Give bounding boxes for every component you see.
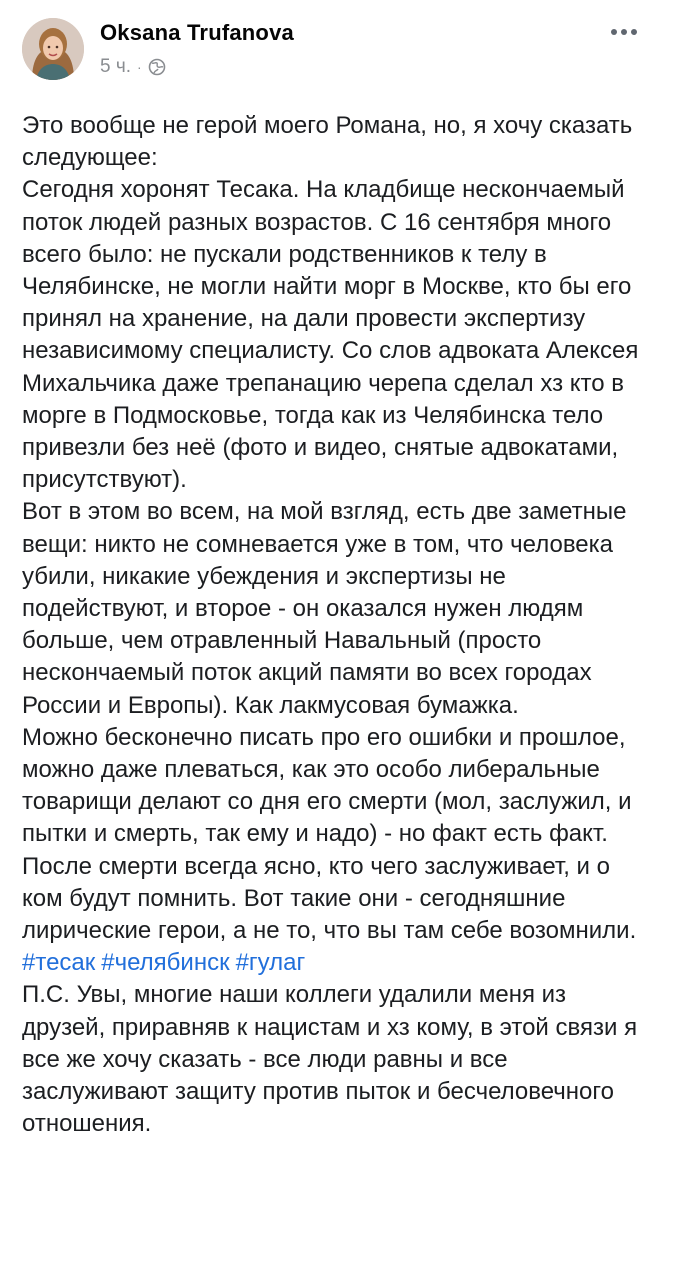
- post-meta: [100, 56, 166, 78]
- author-name[interactable]: Oksana Trufanova: [100, 20, 294, 45]
- post-paragraph: Сегодня хоронят Тесака. На кладбище нескончаемый поток людей разных возрастов. С 16 сентября много всего было: не пускали родственников к телу в Челябинске, не могли найти морг в Москве, кто бы его принял на хранение, на дали провести экспертизу независимому специалисту. Со слов адвоката Алексея Михальчика даже трепанацию черепа сделал хз кто в морге в Подмосковье, тогда как из Челябинска тело привезли без неё (фото и видео, снятые адвокатами, присутствуют).: [22, 176, 639, 494]
- post-ps: П.С. Увы, многие наши коллеги удалили меня из друзей, приравняв к нацистам и хз кому, в этой связи я все же хочу сказать - все люди равны и все заслуживают защиту против пыток и бесчеловечного отношения.: [22, 981, 638, 1138]
- more-options-button[interactable]: [604, 18, 644, 46]
- post-paragraph: Можно бесконечно писать про его ошибки и прошлое, можно даже плеваться, как это особо либеральные товарищи делают со дня его смерти (мол, заслужил, и пытки и смерть, так ему и надо) - но факт есть факт. После смерти всегда ясно, кто чего заслуживает, и о ком будут помнить. Вот такие они - сегодняшние лирические герои, а не то, что вы там себе возомнили.: [22, 723, 637, 945]
- avatar-photo: [22, 18, 84, 80]
- more-dot-icon: [631, 29, 637, 35]
- hashtag-link[interactable]: #тесак: [22, 949, 96, 977]
- post-paragraph: Вот в этом во всем, на мой взгляд, есть две заметные вещи: никто не сомневается уже в том, что человека убили, никакие убеждения и экспертизы не подействуют, и второе - он оказался нужен людям больше, чем отравленный Навальный (просто нескончаемый поток акций памяти во всех городах России и Европы). Как лакмусовая бумажка.: [22, 498, 627, 719]
- meta-separator: ·: [137, 59, 142, 75]
- hashtag-link[interactable]: #челябинск: [101, 949, 230, 977]
- post-body: [22, 110, 652, 1141]
- post-header: [0, 0, 674, 100]
- more-dot-icon: [621, 29, 627, 35]
- author-avatar[interactable]: [22, 18, 84, 80]
- post-paragraph: Это вообще не герой моего Романа, но, я хочу сказать следующее:: [22, 112, 633, 172]
- hashtags: [22, 947, 652, 979]
- more-dot-icon: [611, 29, 617, 35]
- globe-icon: [148, 58, 166, 76]
- hashtag-link[interactable]: #гулаг: [235, 949, 306, 977]
- post-time[interactable]: 5 ч.: [100, 56, 132, 77]
